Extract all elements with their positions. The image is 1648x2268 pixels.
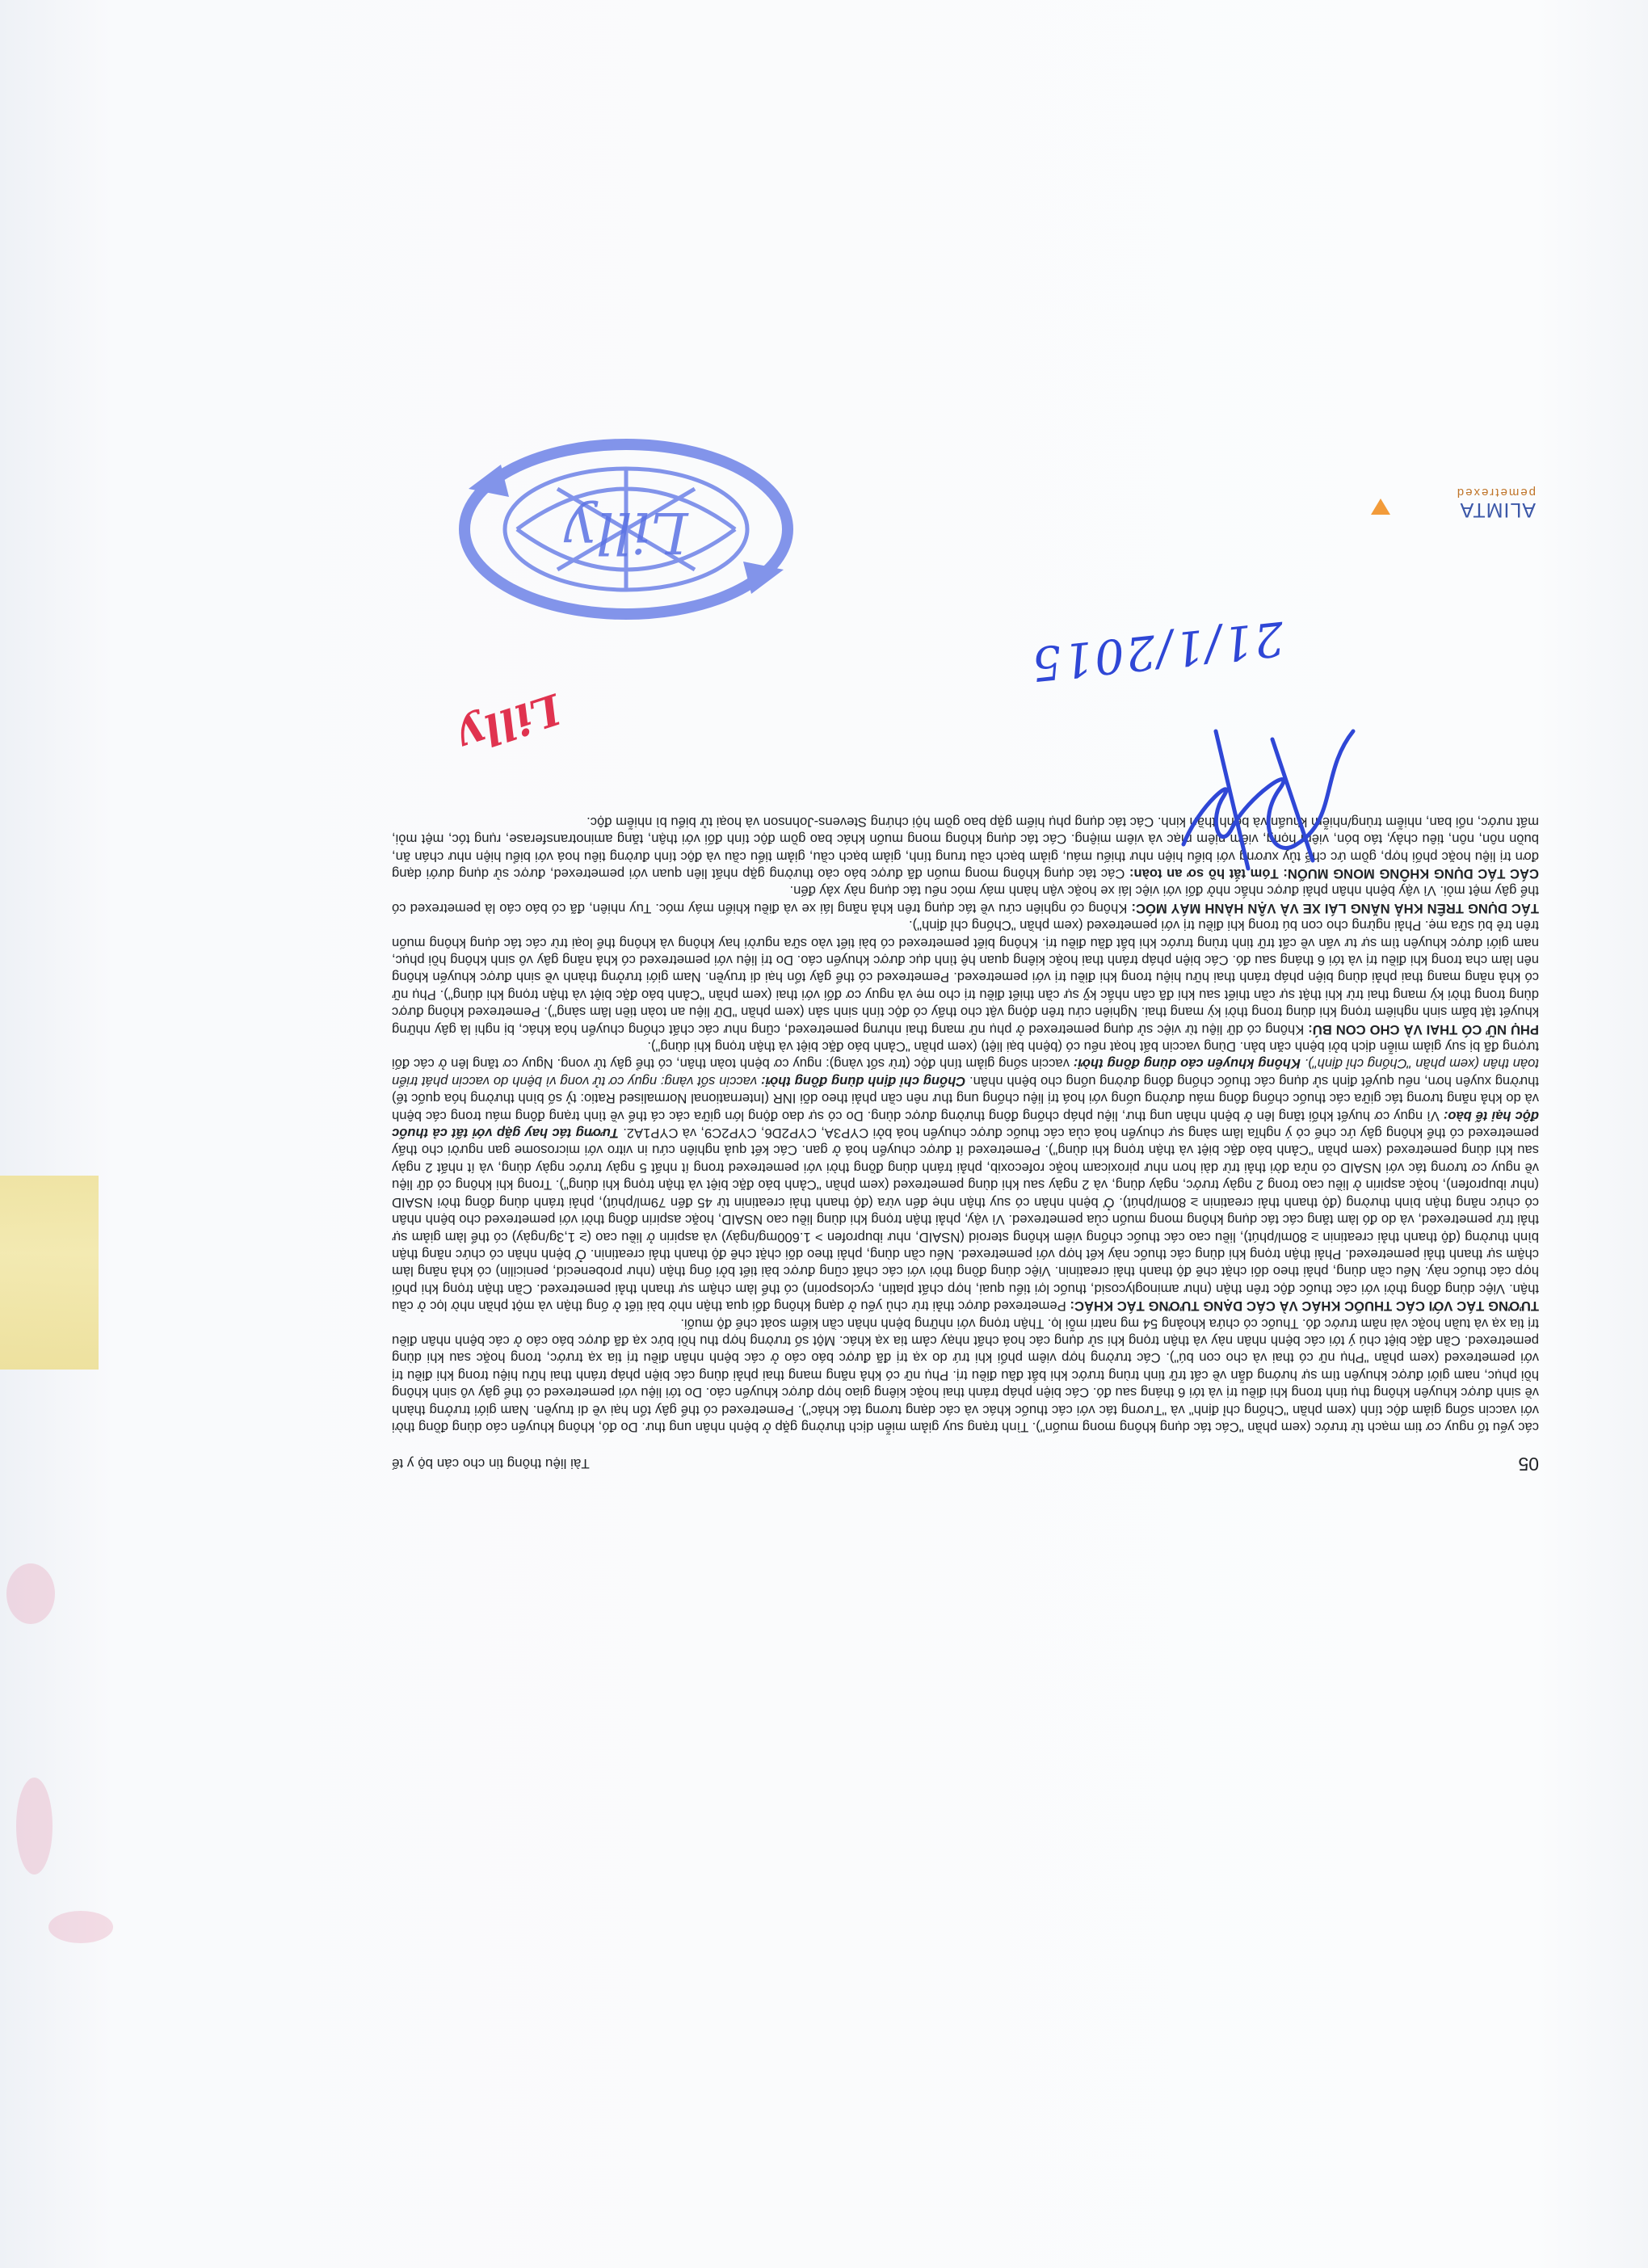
section-heading: TÁC DỤNG TRÊN KHẢ NĂNG LÁI XE VÀ VẬN HÀNH MÁY MÓC:	[1131, 900, 1539, 916]
smudge	[6, 1563, 55, 1624]
section-heading: PHỤ NỮ CÓ THAI VÀ CHO CON BÚ:	[1308, 1021, 1539, 1037]
paragraph-text: Pemetrexed được thải trừ chủ yếu ở dạng không đổi qua thận nhờ bài tiết ở ống thận và một phần nhờ lọc ở cầu thận. Việc dùng đồng thời với các thuốc độc trên thận (như aminoglycosid, thuốc lợi tiểu quai, hợp chất platin, cyclosporin) có thể làm chậm sự thanh thải pemetrexed. Cần thận trọng khi phối hợp các thuốc này. Nếu cần dùng, phải theo dõi chặt chẽ độ thanh thải creatinin. Việc dùng đồng thời với các chất cũng được bài tiết bởi ống thận (như probenecid, penicilin) có khả năng làm chậm sự thanh thải pemetrexed. Phải thận trọng khi dùng các thuốc này kết hợp với pemetrexed. Nếu cần dùng, phải theo dõi chặt chẽ độ thanh thải creatinin. Ở bệnh nhân có chức năng thận bình thường (độ thanh thải creatinin ≥ 80ml/phút), liều cao các thuốc chống viêm không steroid (NSAID, như ibuprofen > 1.600mg/ngày) và aspirin ở liều cao (≥ 1,3g/ngày) có thể làm giảm sự thải trừ pemetrexed, và do đó làm tăng các tác dụng không mong muốn của pemetrexed. Vì vậy, phải thận trọng khi dùng liều cao NSAID, hoặc aspirin đồng thời với pemetrexed cho bệnh nhân có chức năng thận bình thường (độ thanh thải creatinin ≥ 80ml/phút). Ở bệnh nhân có suy thận nhẹ đến vừa (độ thanh thải creatinin từ 45 đến 79ml/phút), phải tránh dùng đồng thời NSAID (như ibuprofen), hoặc aspirin ở liều cao trong 2 ngày trước, ngày dùng, và 2 ngày sau khi dùng pemetrexed (xem phần "Cảnh báo đặc biệt và thận trọng khi dùng"). Trong khi không có dữ liệu về nguy cơ tương tác với NSAID có nửa đời thải trừ dài hơn như piroxicam hoặc rofecoxib, phải tránh dùng đồng thời với pemetrexed trong ít nhất 5 ngày trước ngày dùng, và ít nhất 2 ngày sau khi dùng pemetrexed (xem phần "Cảnh báo đặc biệt và thận trọng khi dùng"). Pemetrexed ít được chuyển hoá ở gan. Các kết quả nghiên cứu in vitro với microsome gan người cho thấy pemetrexed có thể không gây ức chế có ý nghĩa lâm sàng sự chuyển hoá của các thuốc được chuyển hoá bởi CYP3A, CYP2D6, CYP2C9, và CYP1A2.	[392, 1126, 1539, 1315]
subheading: Tương tác hay gặp với tất cả thuốc độc hại tế bào:	[392, 1108, 1539, 1142]
paragraph-text: vaccin sống giảm tính độc (trừ sốt vàng): nguy cơ bệnh toàn thân, có thể gây tử vong. Nguy cơ tăng lên ở các đối tượng đã bị suy giảm miễn dịch bởi bệnh căn bản. Dùng vaccin bất hoạt nếu có (bệnh bại liệt) (xem phần "Cảnh báo đặc biệt và thận trọng khi dùng").	[391, 1039, 1539, 1072]
paragraph-text: Các tác dụng không mong muốn đã được báo cáo thường gặp nhất liên quan với pemetrexed, được sử dụng dưới dạng đơn trị liệu hoặc phối hợp, gồm ức chế tủy xương với biểu hiện như thiếu máu, giảm bạch cầu trung tính, giảm bạch cầu, giảm tiểu cầu và độc tính đường tiêu hoá với biểu hiện như chán ăn, buồn nôn, nôn, tiêu chảy, táo bón, viêm họng, viêm niêm mạc và viêm miệng. Các tác dụng không mong muốn khác bao gồm độc tính đối với thận, tăng aminotransferase, rụng tóc, mệt mỏi, mất nước, nổi ban, nhiễm trùng/nhiễm khuẩn và bệnh thần kinh. Các tác dụng phụ hiếm gặp bao gồm hội chứng Stevens-Johnson và hoại tử biểu bì nhiễm độc.	[392, 814, 1539, 882]
paragraph-text: vaccin sốt vàng: nguy cơ tử vong vì bệnh do vaccin phát triển toàn thân (xem phần "Chống chỉ định").	[392, 1056, 1539, 1089]
company-stamp	[436, 432, 816, 626]
logo-name: ALIMTA	[1459, 499, 1536, 521]
handwritten-date: 21/1/2015	[1027, 610, 1287, 692]
paragraph-text: Không có dữ liệu từ việc sử dụng pemetrexed ở phụ nữ mang thai nhưng pemetrexed, cũng như các chất chống chuyển hóa khác, bị nghi là gây những khuyết tật bẩm sinh nghiêm trọng khi dùng trong thời kỳ mang thai. Nghiên cứu trên động vật cho thấy có độc tính sinh sản (xem phần "Dữ liệu an toàn tiền lâm sàng"). Pemetrexed không được dùng trong thời kỳ mang thai trừ khi thật sự cần thiết sau khi đã cân nhắc kỹ sự cần thiết điều trị cho mẹ và nguy cơ đối với thai (xem phần "Cảnh báo đặc biệt và thận trọng khi dùng"). Phụ nữ có khả năng mang thai phải dùng biện pháp tránh thai hữu hiệu trong khi điều trị với pemetrexed. Pemetrexed có thể gây tổn hại di truyền. Nam giới trưởng thành về sinh được khuyến không nên làm cha trong khi điều trị và tới 6 tháng sau đó. Các biện pháp tránh thai hoặc kiêng quan hệ tình dục được khuyến cáo. Do trị liệu với pemetrexed có khả năng gây vô sinh không hồi phục, nam giới được khuyên tìm sự tư vấn về cất trữ tinh trùng trước khi bắt đầu điều trị. Không biết pemetrexed có bài tiết vào sữa người hay không và không thể loại trừ các tác dụng không muốn trên trẻ bú sữa mẹ. Phải ngừng cho con bú trong khi điều trị với pemetrexed (xem phần "Chống chỉ định").	[392, 918, 1539, 1037]
section-heading: CÁC TÁC DỤNG KHÔNG MONG MUỐN: Tóm tắt hồ sơ an toàn:	[1129, 866, 1539, 882]
paragraph-text: Không có nghiên cứu về tác dụng trên khả năng lái xe và điều khiển máy móc. Tuy nhiên, đã có báo cáo là pemetrexed có thể gây mệt mỏi. Vì vậy bệnh nhân phải được nhắc nhở đối với việc lái xe hoặc vận hành máy móc nếu tác dụng này xảy đến.	[392, 883, 1539, 916]
page-number: 05	[1518, 1454, 1539, 1475]
stamp-text: Lilly	[564, 499, 688, 566]
section-heading: TƯƠNG TÁC VỚI CÁC THUỐC KHÁC VÀ CÁC DẠNG TƯƠNG TÁC KHÁC:	[1070, 1298, 1539, 1315]
logo-subtitle: pemetrexed	[1455, 486, 1536, 499]
paragraph	[392, 1315, 1539, 1436]
smudge	[16, 1778, 53, 1875]
triangle-icon	[1371, 499, 1390, 515]
paragraph	[392, 1038, 1539, 1315]
subheading: Chống chỉ định dùng đồng thời:	[760, 1073, 966, 1089]
rotated-document	[392, 473, 1539, 1475]
smudge	[48, 1911, 113, 1943]
subheading: Không khuyến cáo dùng đồng thời:	[1073, 1056, 1301, 1072]
paragraph-text: các yếu tố nguy cơ tim mạch từ trước (xem phần "Các tác dụng không mong muốn"). Tình trạng suy giảm miễn dịch thường gặp ở bệnh nhân ung thư. Do đó, không khuyến cáo dùng đồng thời với vaccin sống giảm độc tính (xem phần "Chống chỉ định" và "Tương tác với các thuốc khác và các dạng tương tác khác"). Pemetrexed có thể gây tổn hại về di truyền. Nam giới trưởng thành về sinh được khuyên không thụ tinh trong khi điều trị và tới 6 tháng sau đó. Các biện pháp tránh thai hoặc kiêng giao hợp được khuyến cáo. Do tới liệu với pemetrexed có thể gây vô sinh không hồi phục, nam giới được khuyên tìm sự hướng dẫn về cất trữ tinh trùng trước khi bắt đầu điều trị. Phụ nữ có khả năng mang thai phải dùng các biện pháp tránh thai hữu hiệu trong khi điều trị với pemetrexed (xem phần "Phụ nữ có thai và cho con bú"). Các trường hợp viêm phổi khi trứ do xạ trị đã được báo cáo ở các bệnh nhân điều trị tia xạ trước, trong hoặc sau khi dùng pemetrexed. Cần đặc biệt chú ý tới các bệnh nhân này và thận trọng khi sử dụng các hoá chất nhạy cảm tia xạ khác. Một số trường hợp thu hồi bức xạ đã được báo cáo ở các bệnh nhân điều trị tia xạ và tuần hoặc vài năm trước đó. Thuốc có chứa khoảng 54 mg natri mỗi lọ. Thận trọng với những bệnh nhân cần kiểm soát chế độ muối.	[392, 1315, 1539, 1435]
signature-scribble	[1159, 707, 1369, 893]
document-body	[392, 813, 1539, 1436]
red-signature: Lilly	[454, 684, 567, 762]
paragraph	[392, 917, 1539, 1038]
header-title: Tài liệu thông tin cho cán bộ y tế	[392, 1456, 590, 1471]
alimta-logo	[1398, 473, 1536, 521]
page-header	[392, 1442, 1539, 1475]
tape-strip	[0, 1176, 99, 1370]
paragraph-text: Vì nguy cơ huyết khối tăng lên ở bệnh nhân ung thư, liệu pháp chống đông thường được dùng. Do có sự dao động lớn giữa các cá thể về tình trạng đông máu trong các bệnh và do khả năng tương tác giữa các thuốc chống đông máu đường uống với hoá trị liệu chống ung thư nên cần phải theo dõi INR (International Normalised Ratio: tỷ số bình thường hóa quốc tế) thường xuyên hơn, nếu quyết định sử dụng các thuốc chống đông đường uống cho bệnh nhân.	[392, 1073, 1539, 1124]
